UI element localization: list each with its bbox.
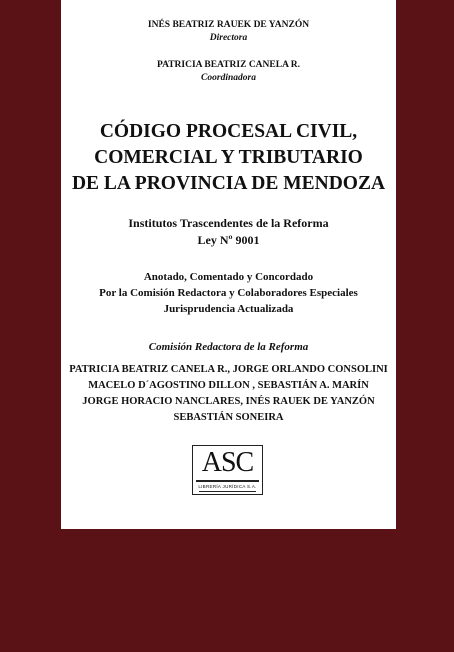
description-line-1: Anotado, Comentado y Concordado bbox=[143, 271, 314, 283]
commission-heading: Comisión Redactora de la Reforma bbox=[148, 341, 309, 353]
commission-member-line: MACELO D´AGOSTINO DILLON , SEBASTIÁN A. MARÍN bbox=[88, 380, 369, 391]
book-title-line-3: DE LA PROVINCIA DE MENDOZA bbox=[71, 173, 386, 194]
book-cover-page bbox=[61, 0, 396, 529]
coordinator-role: Coordinadora bbox=[201, 73, 256, 83]
director-name: INÉS BEATRIZ RAUEK DE YANZÓN bbox=[147, 20, 310, 30]
logo-divider bbox=[199, 491, 256, 492]
director-role: Directora bbox=[209, 33, 248, 43]
publisher-logo-text: ASC bbox=[201, 447, 254, 478]
description-line-2: Por la Comisión Redactora y Colaboradores Especiales bbox=[99, 287, 358, 299]
book-title-line-1: CÓDIGO PROCESAL CIVIL, bbox=[99, 121, 358, 142]
coordinator-name: PATRICIA BEATRIZ CANELA R. bbox=[156, 60, 301, 70]
publisher-logo bbox=[192, 445, 263, 495]
book-title-line-2: COMERCIAL Y TRIBUTARIO bbox=[94, 147, 363, 168]
description-line-3: Jurisprudencia Actualizada bbox=[163, 303, 294, 315]
subtitle-line-2: Ley Nº 9001 bbox=[197, 233, 260, 247]
logo-divider bbox=[196, 480, 259, 482]
commission-member-line: PATRICIA BEATRIZ CANELA R., JORGE ORLANDO CONSOLINI bbox=[69, 364, 388, 375]
subtitle-line-1: Institutos Trascendentes de la Reforma bbox=[128, 216, 329, 230]
publisher-logo-subtext: LIBRERÍA JURÍDICA S.A. bbox=[198, 484, 257, 489]
commission-member-line: SEBASTIÁN SONEIRA bbox=[173, 412, 284, 423]
commission-member-line: JORGE HORACIO NANCLARES, INÉS RAUEK DE YANZÓN bbox=[82, 396, 375, 407]
